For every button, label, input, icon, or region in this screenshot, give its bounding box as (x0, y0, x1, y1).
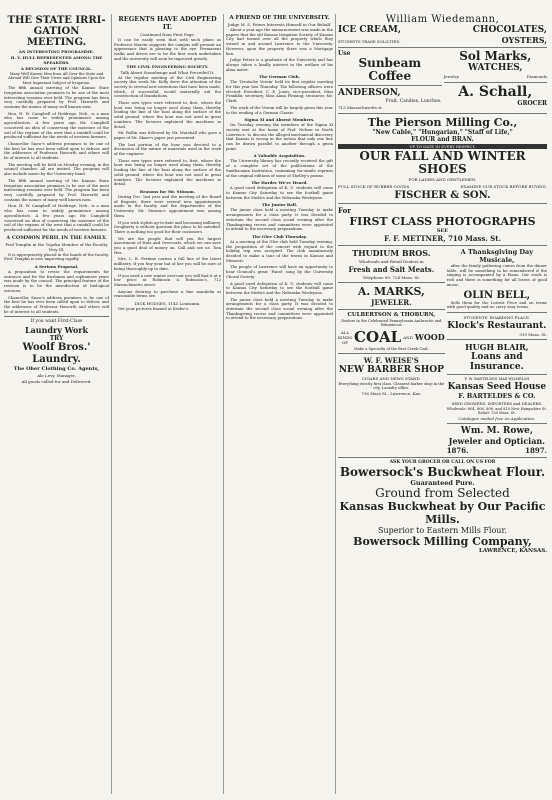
article-paragraph: We are the people that sell you the largest assortment of Hats and Overcoats, which we can save you a good deal of money on. Call and see us. Tom Hes. (114, 235, 221, 255)
ad-fresh-salt: Fresh and Salt Meats. (348, 265, 435, 274)
ad-up-to-date: UP TO DATE IN EVERY RESPECT. (338, 144, 547, 149)
ad-all-kinds: ALL KINDS OF (338, 329, 353, 345)
article-paragraph: The fifth annual meeting of the Kansas State Irrigation association promises to be one of the most interesting sessions ever held. The program has been very carefully prepared by Prof. Haworth and contains the names of many well known men. (4, 177, 109, 202)
article-paragraph: The meeting will be held on Monday evening, in the council chamber. All are invited. The program will also include music by the University band. (4, 161, 109, 177)
ad-and: AND (403, 334, 413, 340)
ad-rowe: Wm. M. Rowe, (460, 425, 533, 436)
article-paragraph: If you need a new winter overcoat you will find it at a low price at Robinson & Robinson's, 712 Massachusetts street. (114, 272, 221, 287)
headline-heard: The Harder We're Heard. (251, 180, 308, 186)
ad-marks: A. MARKS, (357, 285, 425, 298)
ad-watches: WATCHES, (467, 63, 523, 73)
ad-icecream: ICE CREAM, (338, 25, 401, 35)
laundry-ad-try: TRY (49, 335, 64, 343)
ad-seed-growers: SEED GROWERS, IMPORTERS and DEALERS. (451, 400, 543, 406)
ad-ground-from: Ground from Selected (375, 485, 510, 500)
ad-anderson-address: 713 Massachusetts st (338, 105, 382, 110)
ad-barber-shop: NEW BARBER SHOP (338, 365, 444, 375)
article-paragraph: Mr. Rollin was followed by Mr. Marshall who gave a paper of Mr. Skaer's paper just presented. (114, 130, 221, 140)
ad-guaranteed-pure: Guaranteed Pure. (410, 478, 475, 487)
article-paragraph: The work of the Verein will be largely given this year to the reading of a German Classic. (226, 104, 333, 115)
article-paragraph: At a meeting of the Glee club held Tuesday evening, the proposition of the concert with regard to the holiday trip was accepted. The club unanimously decided to make a tour of the towns in Kansas and Missouri. (226, 238, 333, 263)
ad-ladies-gents: FOR LADIES AND GENTLEMEN. (408, 177, 477, 182)
article-paragraph: It is appropriately placed in the hands of the faculty. Prof. Templin is now improving rapidly. (4, 251, 109, 262)
article-paragraph: The junior class held a meeting Tuesday to make arrangements for a class party. It was decided to entertain the second class social evening after the Thanksgiving recess and committees were appointed to attend to the necessary preparations. (226, 207, 333, 232)
ad-klock-address: 919 Mass. St. (519, 331, 547, 337)
article-paragraph: The junior class held a meeting Tuesday to make arrangements for a class party. It was decided to entertain the second class social evening after the Thanksgiving recess and committees were appointed to attend to the necessary preparations. (226, 296, 333, 321)
signature-hodges: DICK HODGES, 1145 Louisiana. (134, 301, 201, 307)
headline-german-club: The German Club. (259, 74, 300, 80)
deck-stonehenge: Talk About Stonehenge and What Preceded It. (120, 69, 215, 75)
ad-wood: WOOD (414, 332, 445, 342)
article-paragraph: Anyone desiring to purchase a fine mandolin at reasonable terms see. (114, 288, 221, 299)
ad-see: SEE (436, 228, 449, 234)
headline-peril: A COMMON PERIL IN THE FAMILY. (6, 234, 107, 241)
ad-coal: COAL (354, 328, 402, 346)
ad-mettner: F. F. METTNER, 710 Mass. St. (384, 234, 501, 243)
ad-ask-grocer: ASK YOUR GROCER OR CALL ON US FOR (389, 459, 496, 465)
headline-sigma-xi: Sigma Xi and Absent Members. (244, 117, 315, 123)
ad-fischer: FISCHER & SON. (394, 190, 491, 201)
ad-flour-bran: FLOUR and BRAN. (411, 136, 474, 143)
divider (338, 85, 442, 86)
deck-peters: Judge M. S. Peters Interests Himself in Our Behalf. (227, 22, 332, 27)
ad-jewelry: Jewelry. (443, 74, 460, 79)
divider (338, 245, 547, 246)
ad-sunbeam: Sunbeam Coffee (358, 56, 422, 83)
headline-proposal: A Serious Proposal. (34, 264, 79, 270)
ad-lawrence: LAWRENCE, KANSAS. (478, 547, 547, 554)
deck-templin: Prof Templin in the Topeka Member of the Faculty Very Ill. (5, 241, 108, 252)
headline-irrigation: THE STATE IRRI-GATION MEETING. (7, 15, 106, 48)
ad-for: For (338, 206, 351, 215)
article-paragraph: The fifth annual meeting of the Kansas State Irrigation association promises to be one of the most interesting sessions ever held. The program has been very carefully prepared by Prof. Haworth and contains the names of many well known men. (4, 85, 109, 110)
ad-catalogue: Catalogue mailed free on Application. (458, 415, 536, 421)
article-paragraph: Chancellor Snow's address promises to be one of the best he has ever been called upon to deliver, and the addresses of Professor Haworth and others will be of interest to all students. (4, 140, 109, 161)
article-paragraph: About a year ago the announcement was made in the papers that the old Kansas Irrigation Society of Kansas City had turned over all the property which they owned in and around Lawrence to the University. However, upon the property there was a Mortgage lien. (226, 27, 333, 56)
ad-students-trade: STUDENTS TRADE SOLICITED. (338, 39, 401, 44)
ad-anderson: ANDERSON, (338, 88, 401, 98)
ad-thanksgiving-body: after the family gathering comes from the dinner table, will be something to be remembered if the singing is accompanied by a Piano. Our stock is rich and there is something for all lovers of good music. (446, 263, 547, 287)
divider (444, 82, 548, 83)
ad-weise: W. F. WEISE'S (363, 356, 419, 365)
ad-sol-marks: Sol Marks, (459, 49, 532, 63)
deck-speakers: Many Well Known Men from All Over the State and Abroad Will Give Their Views and Opinions Upon the Most Important Subject of Irrigation. (8, 72, 105, 85)
divider (447, 312, 547, 313)
ad-coal-note: Make a Specialty of the Best Creek Coal. (353, 347, 429, 351)
divider (338, 113, 547, 114)
ad-examine: EXAMINE OUR STOCK BEFORE BUYING. (460, 184, 547, 189)
article-paragraph: Hon. H. W. Campbell of Holdrege, Neb., is a man who has come to widely prominence among agriculturists. A few years ago Mr. Campbell conceived an idea of conserving the moisture of the soil of the regions of the west that a rainfall could be produced sufficient for the needs of western farmers. (4, 203, 109, 232)
ad-barteldes-names: F. W. BARTELDES MAX WILHELMI (464, 376, 530, 381)
ad-thudium-address: Telephone 99. 724 Mass. St. (362, 275, 421, 280)
ad-seed-address: Wholesale: 804, 806, 808, and 810 New Hampshire St. Retail: 726 Mass. St. (446, 406, 547, 415)
ad-olin-bell: OLIN BELL, (463, 289, 531, 301)
deck-programme: AN INTERESTING PROGRAMME. (18, 49, 95, 54)
article-paragraph: It can be easily seen that with such plans as Professor Marvin suggests the campus will present an appearance that is pleasing to the eye. Permanent walks and drives are to be the first work undertaken and the university will soon be improved greatly. (114, 37, 221, 61)
divider (338, 203, 547, 204)
ad-wiedemann: William Wiedemann, (385, 14, 500, 25)
column-2 (114, 14, 221, 794)
article-paragraph: The 'Deutsche Verein' held its first regular meeting for this year last Thursday. The following officers were elected: President, C. E. Jones; vice-president, Miss Franklin; secretary, Miss Anna Fleming; treasurer, Mr. Clark. (226, 79, 333, 104)
deck-continued: Continued from First Page. (139, 32, 196, 37)
ad-culbertson-sub: Dealers in the Celebrated Pennsylvania Anthracite and Bituminous (341, 319, 442, 327)
ad-barber-sub: Everything strictly first class. Cleanest barber shop in the city. Laundry office. (338, 382, 445, 390)
ads-column (338, 14, 547, 794)
deck-council: A DECISION OF THE COUNCIL. (20, 66, 93, 71)
divider (338, 353, 445, 354)
ad-year-founded: 1876. (446, 445, 469, 455)
headline-regents: REGENTS HAVE ADOPTED IT. (118, 15, 217, 31)
ad-boarding-place: STUDENTS' BOARDING PLACE. (463, 314, 531, 320)
column-rule (223, 14, 224, 794)
ad-thanksgiving: A Thanksgiving Day Musicale, (460, 248, 534, 264)
ad-photographs: FIRST CLASS PHOTOGRAPHS (349, 215, 536, 228)
ad-olin-sub: Sells them for the Lowest Price and on terms with good quality and no carry easy terms. (446, 299, 547, 310)
divider (447, 339, 547, 340)
ad-seed-house: Kansas Seed House (447, 381, 547, 392)
article-paragraph: A proposition to revise the requirements for entrance and for the freshman and sophomore years was made by the council. The principal feature of the revision is to be the introduction of biological sciences. (4, 269, 109, 293)
ad-schall: A. Schall, (458, 84, 533, 100)
article-paragraph: A good sized delegation of K. U. students will come to Kansas City Saturday to see the football game between the Medics and the Nebraska Wesleyans. (226, 280, 333, 295)
ad-jeweler-optician: Jeweler and Optician. (448, 435, 546, 446)
article-paragraph: If you wish stylish up-to-date and becoming millinery, Dougherty is without question the place to be satisfied. There is nothing too good for their customers. (114, 219, 221, 234)
article-paragraph: Those new types were referred to, first, where the boat was being no longer used along them, thereby leading the line of the boat along the surface of the solid ground, where the boat was not used in great numbers. The lecturer explained the machines in detail. (114, 157, 221, 187)
headline-civil-engineering: THE CIVIL ENGINEERING SOCIETY. (126, 63, 209, 69)
article-paragraph: Chancellor Snow's address promises to be one of the best he has ever been called upon to deliver, and the addresses of Professor Haworth and others will be of interest to all students. (4, 294, 109, 314)
divider (447, 374, 547, 375)
ad-pierson-brands: "New Cable," "Hungarian," "Staff of Life," (372, 129, 513, 136)
article-paragraph: The last portion of the hour was devoted to a discussion of the nature of materials used in the work of the engineer. (114, 141, 221, 157)
column-3 (226, 14, 333, 794)
ad-barber-address: 736 Mass St., Lawrence, Kas. (361, 391, 422, 396)
article-paragraph: The people of Lawrence will have an opportunity to hear Gounod's great 'Faust' sung by the University Choral Society. (226, 264, 333, 279)
divider (338, 47, 547, 48)
ad-grocer: GROCER (517, 100, 547, 107)
ad-chocolates: CHOCOLATES, (472, 25, 547, 35)
laundry-ad-delivered: All goods called for and Delivered. (21, 379, 92, 385)
ad-hugh-blair: HUGH BLAIR, (465, 341, 529, 352)
headline-friend: A FRIEND OF THE UNIVERSITY. (229, 15, 330, 21)
article-paragraph: The University library has recently received the gift of a complete set of the publications of the Smithsonian Institution, containing fac-simile reprints of the original editions of some of Shelley's poems. (226, 158, 333, 178)
ad-culbertson: CULBERTSON & THOBURN, (347, 312, 436, 318)
column-rule (335, 14, 336, 794)
ad-anderson-items: Fruit, Candies, Lunches. (385, 99, 442, 104)
ad-kansas-buckwheat: Kansas Buckwheat by Our Pacific Mills. (339, 499, 546, 526)
headline-glee-club: The Glee Club Thursday. (252, 233, 307, 239)
ad-fall-winter-shoes: OUR FALL AND WINTER SHOES (359, 149, 526, 176)
headline-stinson: Reasons for Mr. Stinson. (139, 188, 196, 194)
laundry-ad-title: Laundry Work (24, 325, 89, 336)
ad-rubber-goods: FULL STOCK OF RUBBER GOODS. (338, 184, 411, 189)
ad-jeweler: JEWELER. (371, 298, 412, 307)
article-paragraph: A good sized delegation of K. U. students will come to Kansas City Saturday to see the football game between the Medics and the Nebraska Wesleyans. (226, 185, 333, 200)
ad-bowersock-buckwheat: Bowersock's Buckwheat Flour. (339, 464, 546, 479)
ad-bowersock-company: Bowersock Milling Company, (353, 534, 532, 548)
divider (338, 309, 445, 310)
laundry-ad-agents: The Ober Clothing Co. Agents, (13, 366, 100, 373)
article-paragraph: Those new types were referred to, first, where the boat was being no longer used along them, thereby leading the line of the boat along the surface of the solid ground, where the boat was not used in great numbers. The lecturer explained the machines in detail. (114, 100, 221, 129)
ad-thudium-sub: Wholesale and Retail Dealers in (358, 259, 424, 264)
ad-pierson: The Pierson Milling Co., (367, 116, 518, 129)
deck-hull: H. V. HULL REPRESENTED AMONG THE SPEAKERS. (10, 55, 103, 65)
column-rule (111, 14, 112, 794)
article-paragraph: On Tuesday evening the members of the Sigma Xi society met at the home of Prof. Nelson in North Lawrence, to discuss the alleged mechanical discovery that Kansas is wrong in the notion that only one line can be drawn parallel to another through a given point. (226, 122, 333, 151)
laundry-ad-intro: If you want First-Class (30, 319, 83, 325)
divider (447, 423, 547, 424)
article-paragraph: Mrs. L. B. Pertime carries a full line of the latest millinery. If you buy your hat of her you will be sure of being thoroughly up to date. (114, 256, 221, 271)
ad-use: Use (338, 50, 351, 57)
article-paragraph: During Dec. last year and the meeting of the Board of Regents, there were several new appointments made in the faculty and the departments of the University. Mr. Stinson's appointment was among them. (114, 193, 221, 218)
ad-superior: Superior to Eastern Mills Flour. (378, 525, 507, 535)
divider (338, 457, 547, 458)
ad-cigars: CIGARS AND NEWS STAND. (361, 376, 421, 381)
laundry-ad-name: Woolf Bros.' Laundry. (22, 342, 91, 366)
ad-year-current: 1897. (525, 445, 547, 455)
divider (338, 282, 445, 283)
ad-thudium: THUDIUM BROS. (352, 248, 431, 258)
headline-junior-ball: The Junior Ball. (261, 202, 298, 208)
ad-diamonds: Diamonds (526, 74, 547, 79)
article-paragraph: Judge Peters is a graduate of the University and has always taken a kindly interest in the welfare of his alma mater. (226, 57, 333, 72)
ad-barteldes: F. BARTELDES & CO. (458, 391, 536, 400)
ad-klock: Klock's Restaurant. (447, 320, 547, 331)
column-1 (4, 14, 109, 794)
divider (4, 316, 109, 317)
article-paragraph: At the regular meeting of the Civil Engineering society this week Mr. Kelly drew the attention of the society to several new inventions that have been made, which, if successful, would materially aid the construction of foundations. (114, 74, 221, 99)
article-paragraph: Hon. H. W. Campbell of Holdrege, Neb., is a man who has come to widely prominence among agriculturists. A few years ago Mr. Campbell conceived an idea of conserving the moisture of the soil of the regions of the west that a rainfall could be produced sufficient for the needs of western farmers. (4, 110, 109, 140)
laundry-ad-manager: Ale Levy, Manager. (37, 373, 76, 379)
article-paragraph: Get your pictures framed at Kesler's. (118, 306, 190, 312)
ad-loans: Loans and Insurance. (469, 351, 524, 372)
ad-oysters: OYSTERS, (501, 35, 547, 45)
headline-acquisition: A Valuable Acquisition. (253, 153, 306, 159)
